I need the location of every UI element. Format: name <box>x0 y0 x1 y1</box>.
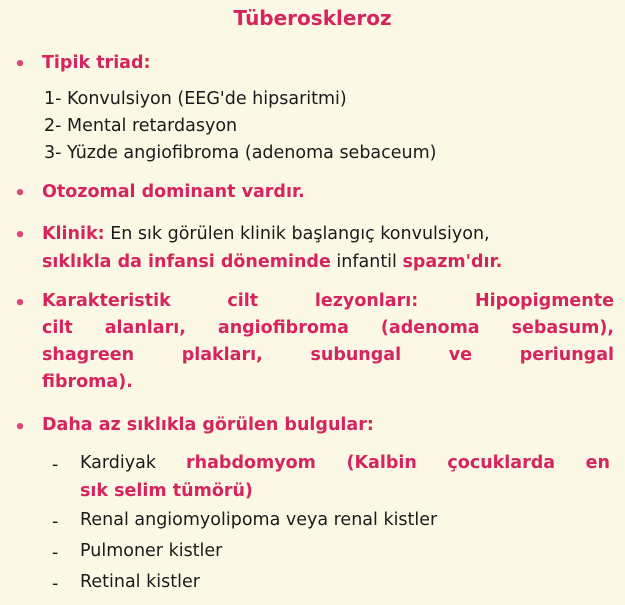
bullet-marker: • <box>14 293 26 314</box>
dash-marker: - <box>52 455 59 475</box>
triad-item-2: 2- Mental retardasyon <box>44 116 238 136</box>
triad-heading: Tipik triad: <box>42 53 151 73</box>
pulmonary-item: Pulmoner kistler <box>80 541 223 561</box>
less-common-heading: Daha az sıklıkla görülen bulgular: <box>42 415 374 435</box>
skin-line-2: cilt alanları, angiofibroma (adenoma sebasum), <box>42 318 614 338</box>
clinic-line-2 <box>42 252 502 272</box>
clinic-text-2-red: sıklıkla da infansi döneminde <box>42 252 331 272</box>
dash-marker: - <box>52 574 59 594</box>
retinal-item: Retinal kistler <box>80 572 200 592</box>
bullet-marker: • <box>14 225 26 246</box>
clinic-label: Klinik: <box>42 224 105 244</box>
skin-line-3: shagreen plakları, subungal ve periungal <box>42 345 614 365</box>
clinic-text-2-mid: infantil <box>330 252 403 272</box>
skin-line-1: Karakteristik cilt lezyonları: Hipopigmente <box>42 291 614 311</box>
cardiac-line-1 <box>80 453 610 473</box>
inheritance-statement: Otozomal dominant vardır. <box>42 182 305 202</box>
bullet-marker: • <box>14 183 26 204</box>
dash-marker: - <box>52 543 59 563</box>
clinic-text-2-end: spazm'dır. <box>402 252 503 272</box>
cardiac-line-2: sık selim tümörü) <box>80 481 253 501</box>
dash-marker: - <box>52 512 59 532</box>
bullet-marker: • <box>14 417 26 438</box>
triad-item-3: 3- Yüzde angiofibroma (adenoma sebaceum) <box>44 143 437 163</box>
triad-item-1: 1- Konvulsiyon (EEG'de hipsaritmi) <box>44 89 347 109</box>
page-title: Tüberoskleroz <box>233 6 392 30</box>
clinic-text-1: En sık görülen klinik başlangıç konvulsiyon, <box>104 224 490 244</box>
bullet-marker: • <box>14 54 26 75</box>
cardiac-text-1: rhabdomyom (Kalbin çocuklarda en <box>186 453 610 473</box>
cardiac-label: Kardiyak <box>80 453 187 473</box>
clinic-line-1 <box>42 224 490 244</box>
skin-line-4: fibroma). <box>42 372 133 392</box>
renal-item: Renal angiomyolipoma veya renal kistler <box>80 510 438 530</box>
